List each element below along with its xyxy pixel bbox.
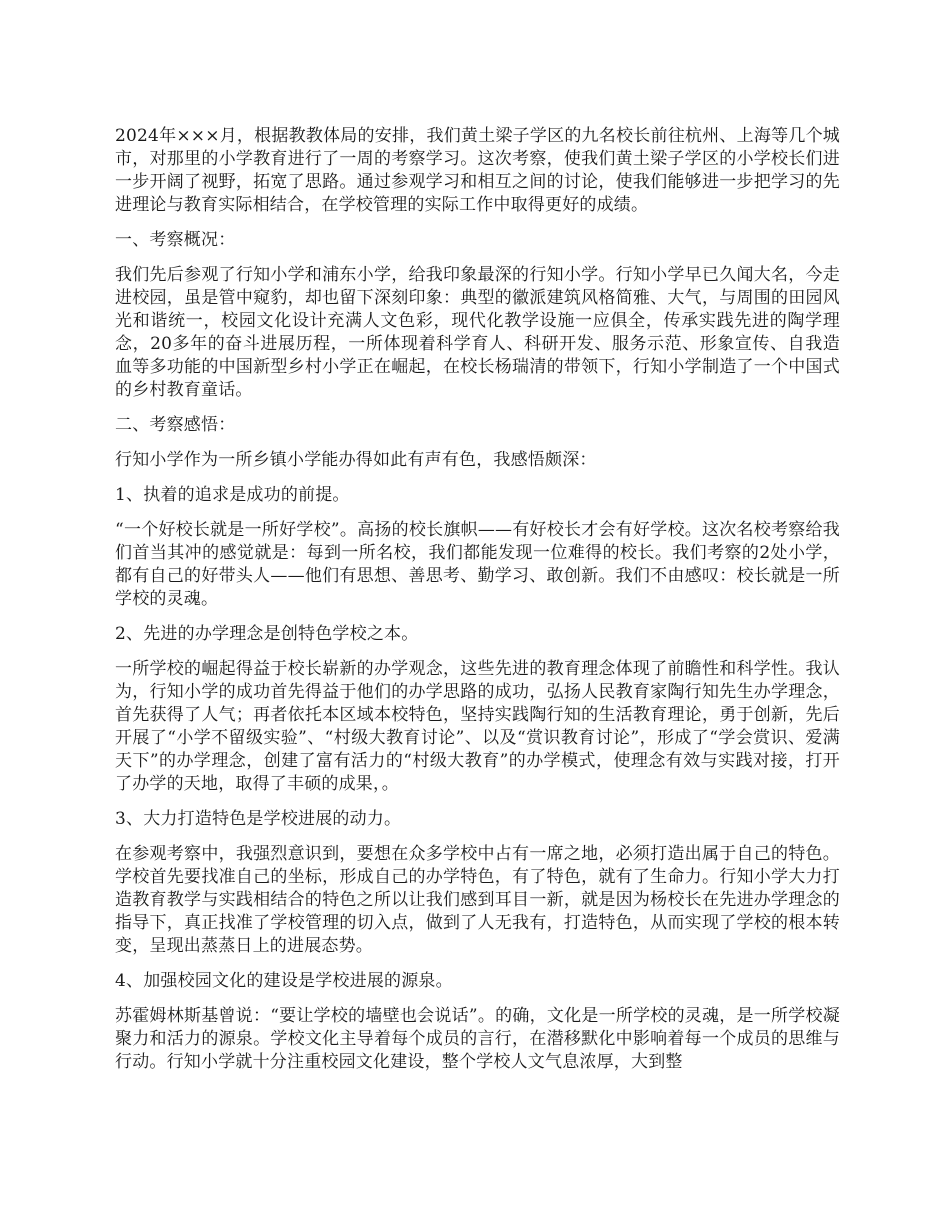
point-3-heading: 3、大力打造特色是学校进展的动力。 (115, 809, 402, 829)
section-heading-overview: 一、考察概况： (115, 230, 236, 250)
point-2-paragraph: 一所学校的崛起得益于校长崭新的办学观念，这些先进的教育理念体现了前瞻性和科学性。我认为，行知小学的成功首先得益于他们的办学思路的成功，弘扬人民教育家陶行知先生办学理念，首先获得了人气；再者依托本区域本校特色，坚持实践陶行知的生活教育理论，勇于创新，先后开展了“小学不留级实验”、“村级大教育讨论”、以及“赏识教育讨论”，形成了“学会赏识、爱满天下”的办学理念，创建了富有活力的“村级大教育”的办学模式，使理念有效与实践对接，打开了办学的天地，取得了丰硕的成果，。 (115, 659, 840, 794)
point-3-paragraph: 在参观考察中，我强烈意识到，要想在众多学校中占有一席之地，必须打造出属于自己的特色。学校首先要找准自己的坐标，形成自己的办学特色，有了特色，就有了生命力。行知小学大力打造教育教学与实践相结合的特色之所以让我们感到耳目一新，就是因为杨校长在先进办学理念的指导下，真正找准了学校管理的切入点，做到了人无我有，打造特色，从而实现了学校的根本转变，呈现出蒸蒸日上的进展态势。 (115, 844, 840, 956)
point-1-paragraph: “一个好校长就是一所好学校”。高扬的校长旗帜——有好校长才会有好学校。这次名校考察给我们首当其冲的感觉就是：每到一所名校，我们都能发现一位难得的校长。我们考察的2处小学，都有自己的好带头人——他们有思想、善思考、勤学习、敢创新。我们不由感叹：校长就是一所学校的灵魂。 (115, 520, 840, 609)
intro-paragraph: 2024年×××月，根据教教体局的安排，我们黄土梁子学区的九名校长前往杭州、上海等几个城市，对那里的小学教育进行了一周的考察学习。这次考察，使我们黄土梁子学区的小学校长们进一步开阔了视野，拓宽了思路。通过参观学习和相互之间的讨论，使我们能够进一步把学习的先进理论与教育实际相结合，在学校管理的实际工作中取得更好的成绩。 (115, 126, 840, 215)
overview-paragraph: 我们先后参观了行知小学和浦东小学，给我印象最深的行知小学。行知小学早已久闻大名，今走进校园，虽是管中窥豹，却也留下深刻印象：典型的徽派建筑风格简雅、大气，与周围的田园风光和谐统一，校园文化设计充满人文色彩，现代化教学设施一应俱全，传承实践先进的陶学理念，20多年的奋斗进展历程，一所体现着科学育人、科研开发、服务示范、形象宣传、自我造血等多功能的中国新型乡村小学正在崛起，在校长杨瑞清的带领下，行知小学制造了一个中国式的乡村教育童话。 (115, 265, 840, 400)
point-4-heading: 4、加强校园文化的建设是学校进展的源泉。 (115, 971, 453, 991)
point-1-heading: 1、执着的追求是成功的前提。 (115, 485, 350, 505)
point-4-paragraph: 苏霍姆林斯基曾说：“要让学校的墙壁也会说话”。的确，文化是一所学校的灵魂，是一所学校凝聚力和活力的源泉。学校文化主导着每个成员的言行，在潜移默化中影响着每一个成员的思维与行动。行知小学就十分注重校园文化建设，整个学校人文气息浓厚，大到整 (115, 1006, 840, 1072)
section-heading-reflections: 二、考察感悟： (115, 415, 236, 435)
reflections-intro-paragraph: 行知小学作为一所乡镇小学能办得如此有声有色，我感悟颇深： (115, 450, 597, 470)
point-2-heading: 2、先进的办学理念是创特色学校之本。 (115, 624, 419, 644)
document-body (115, 125, 840, 1086)
